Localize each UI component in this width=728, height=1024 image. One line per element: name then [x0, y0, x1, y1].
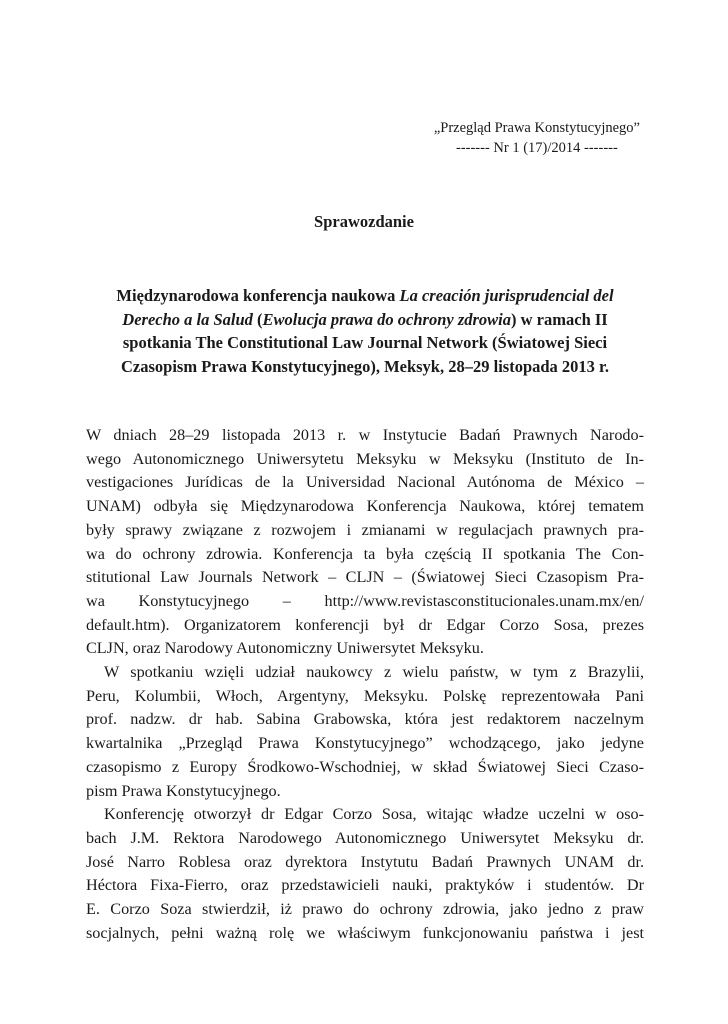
body-line: Héctora Fixa-Fierro, oraz przedstawicieli nauki, praktyków i studentów. Dr: [86, 876, 644, 895]
title-segment: Czasopism Prawa Konstytucyjnego), Meksyk, 28–29 listopada 2013 r.: [121, 356, 609, 376]
conference-title-line: [80, 355, 650, 379]
title-italic-segment: La creación jurisprudencial del: [399, 286, 614, 305]
body-line: José Narro Roblesa oraz dyrektora Instytutu Badań Prawnych UNAM dr.: [86, 852, 644, 871]
body-line: wego Autonomicznego Uniwersytetu Meksyku w Meksyku (Instituto de In-: [86, 449, 644, 468]
title-italic-segment: Ewolucja prawa do ochrony zdrowia: [262, 309, 512, 329]
body-line: kwartalnika „Przegląd Prawa Konstytucyjnego” wchodzącego, jako jedyne: [86, 734, 644, 753]
running-header: [434, 118, 640, 158]
body-line: wa Konstytucyjnego – http://www.revistasconstitucionales.unam.mx/en/: [86, 591, 644, 610]
title-italic-segment: Derecho a la Salud: [122, 309, 253, 329]
body-line: W dniach 28–29 listopada 2013 r. w Instytucie Badań Prawnych Narodo-: [86, 426, 644, 444]
body-line: prof. nadzw. dr hab. Sabina Grabowska, która jest redaktorem naczelnym: [86, 710, 644, 729]
report-body: [86, 424, 644, 945]
conference-title-line: [80, 308, 650, 332]
body-line: UNAM) odbyła się Międzynarodowa Konferencja Naukowa, której tematem: [86, 497, 644, 516]
body-line: stitutional Law Journals Network – CLJN – (Światowej Sieci Czasopism Pra-: [86, 568, 644, 587]
body-line: Konferencję otworzył dr Edgar Corzo Sosa, witając władze uczelni w oso-: [104, 805, 644, 824]
body-line: czasopismo z Europy Środkowo-Wschodniej, w skład Światowej Sieci Czaso-: [86, 757, 644, 776]
body-line: wa do ochrony zdrowia. Konferencja ta była częścią II spotkania The Con-: [86, 544, 644, 563]
body-line: socjalnych, pełni ważną rolę we właściwym funkcjonowaniu państwa i jest: [86, 923, 644, 942]
issue-number: ------- Nr 1 (17)/2014 -------: [455, 140, 618, 156]
conference-title: [80, 284, 650, 378]
section-title: Sprawozdanie: [314, 212, 414, 231]
body-line: Peru, Kolumbii, Włoch, Argentyny, Meksyku. Polskę reprezentowała Pani: [86, 686, 644, 705]
body-line: W spotkaniu wzięli udział naukowcy z wielu państw, w tym z Brazylii,: [104, 663, 644, 682]
title-segment: spotkania The Constitutional Law Journal Network (Światowej Sieci: [122, 333, 608, 352]
body-line: bach J.M. Rektora Narodowego Autonomicznego Uniwersytet Meksyku dr.: [86, 828, 644, 847]
title-segment: (: [252, 309, 263, 329]
title-segment: ) w ramach II: [511, 309, 608, 329]
body-line: pism Prawa Konstytucyjnego.: [86, 781, 281, 800]
journal-name: „Przegląd Prawa Konstytucyjnego”: [433, 120, 640, 136]
conference-title-line: [80, 331, 650, 355]
body-line: vestigaciones Jurídicas de la Universidad Nacional Autónoma de México –: [86, 473, 644, 492]
body-line: CLJN, oraz Narodowy Autonomiczny Uniwersytet Meksyku.: [86, 639, 484, 658]
title-segment: Międzynarodowa konferencja naukowa: [116, 286, 400, 305]
conference-title-line: [80, 284, 650, 308]
body-line: były sprawy związane z rozwojem i zmianami w regulacjach prawnych pra-: [86, 520, 644, 539]
body-line: E. Corzo Soza stwierdził, iż prawo do ochrony zdrowia, jako jedno z praw: [86, 900, 644, 919]
body-line: default.htm). Organizatorem konferencji był dr Edgar Corzo Sosa, prezes: [86, 615, 644, 634]
